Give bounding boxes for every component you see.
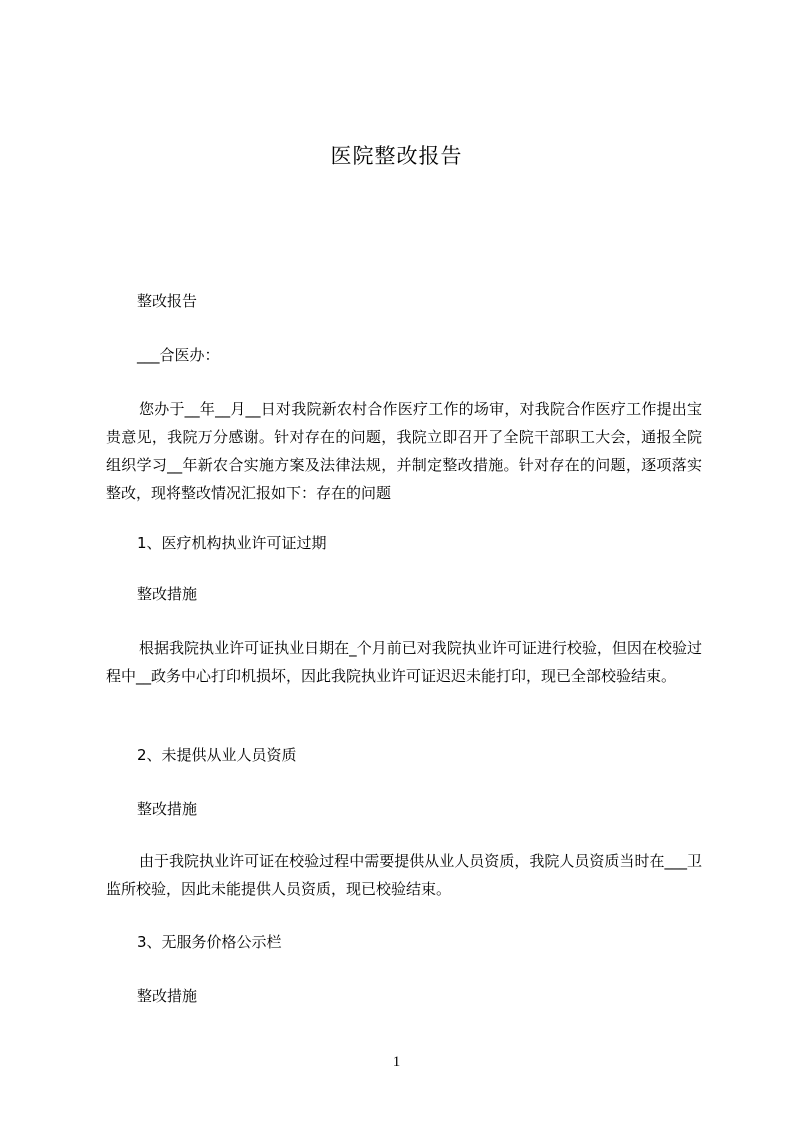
document-title: 医院整改报告 xyxy=(330,144,463,168)
measure-label-1: 整改措施 xyxy=(137,585,198,603)
intro-paragraph: 您办于__年__月__日对我院新农村合作医疗工作的场审，对我院合作医疗工作提出宝贵意见，我院万分感谢。针对存在的问题，我院立即召开了全院干部职工大会，通报全院组织学习__年新农合实施方案及法律法规，并制定整改措施。针对存在的问题，逐项落实整改，现将整改情况汇报如下：存在的问题 xyxy=(106,400,702,502)
report-heading: 整改报告 xyxy=(137,292,198,310)
measure-label-3: 整改措施 xyxy=(137,987,198,1005)
page-number: 1 xyxy=(392,1054,401,1070)
issue-item-1: 1、医疗机构执业许可证过期 xyxy=(137,534,327,552)
measure-paragraph-2: 由于我院执业许可证在校验过程中需要提供从业人员资质，我院人员资质当时在___卫监所校验，因此未能提供人员资质，现已校验结束。 xyxy=(106,852,702,898)
measure-label-2: 整改措施 xyxy=(137,800,198,818)
issue-item-2: 2、未提供从业人员资质 xyxy=(137,746,297,764)
issue-item-3: 3、无服务价格公示栏 xyxy=(137,933,282,951)
addressee: ___合医办： xyxy=(137,346,220,364)
measure-paragraph-1: 根据我院执业许可证执业日期在_个月前已对我院执业许可证进行校验，但因在校验过程中__政务中心打印机损坏，因此我院执业许可证迟迟未能打印，现已全部校验结束。 xyxy=(106,639,702,685)
